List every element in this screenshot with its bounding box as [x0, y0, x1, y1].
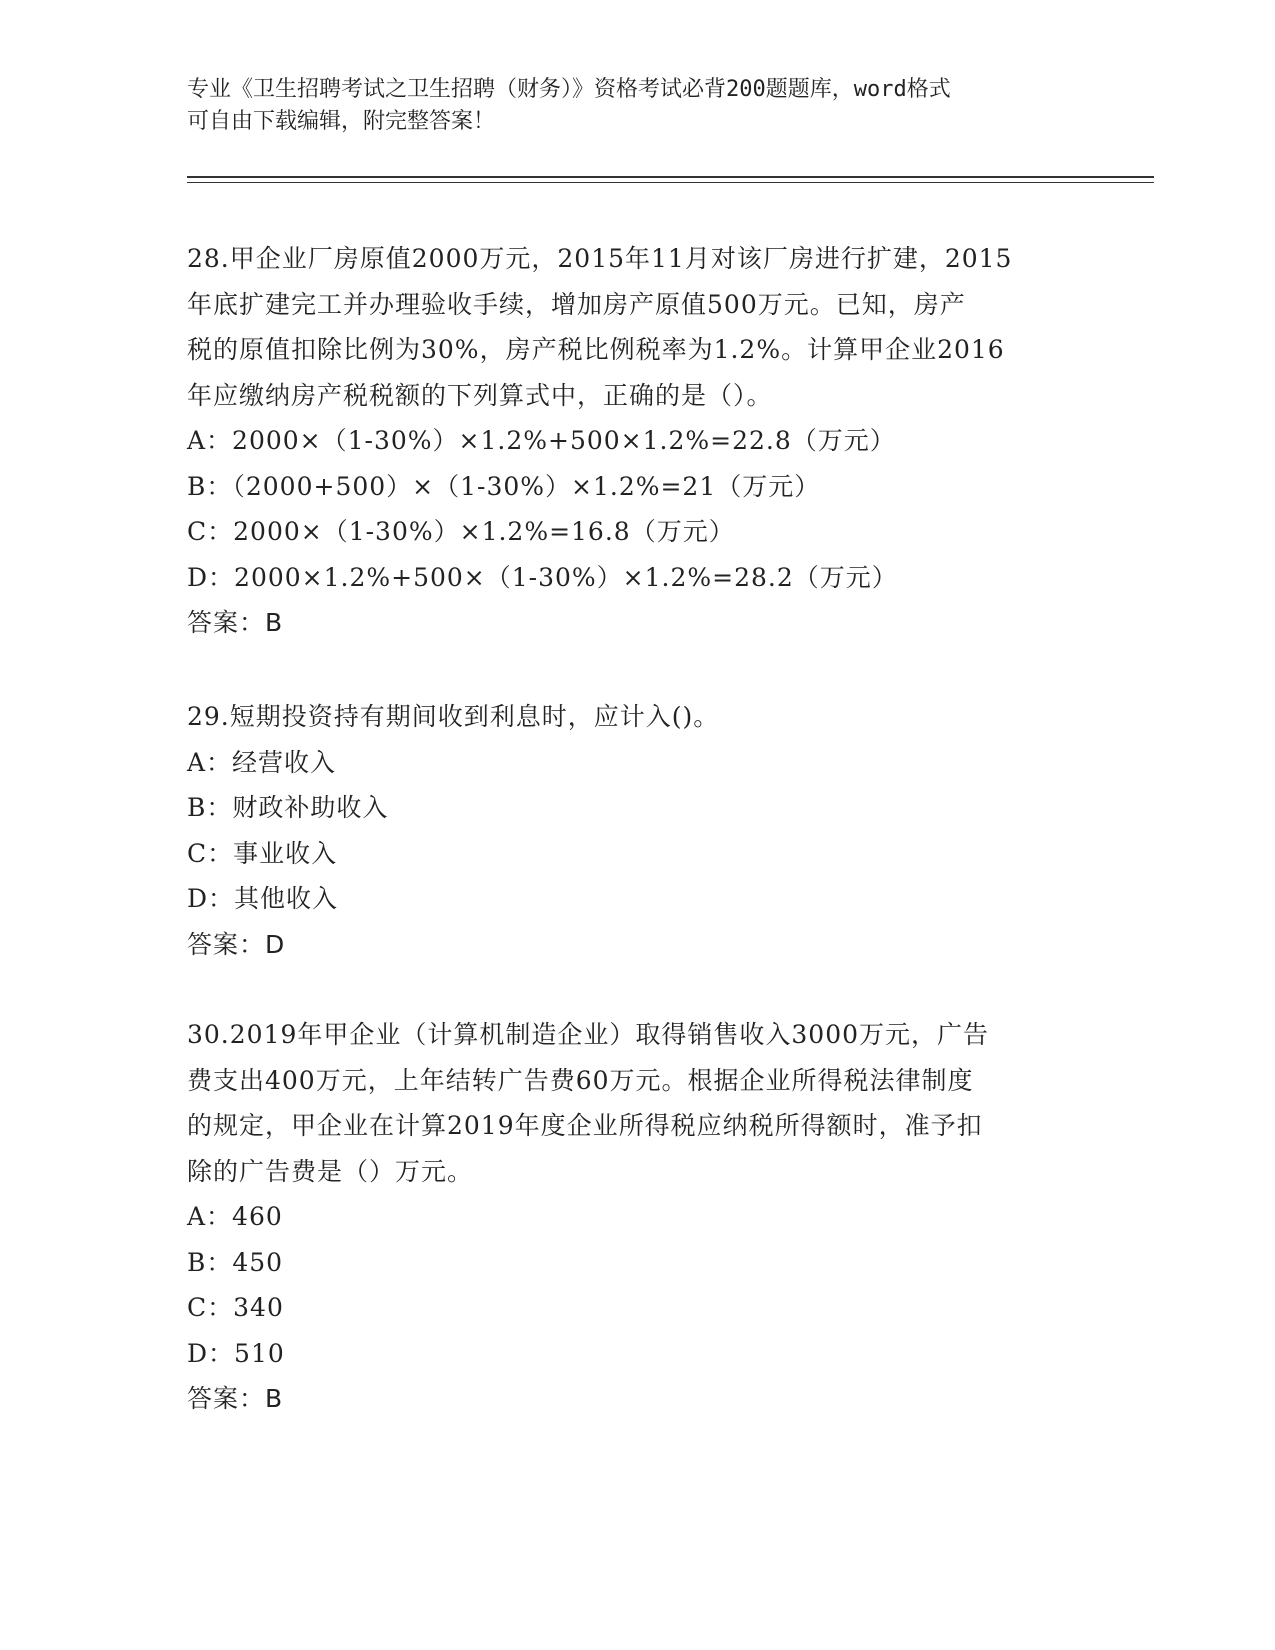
question-text-line: 29.短期投资持有期间收到利息时，应计入()。 — [187, 702, 720, 731]
option-c: C：2000×（1-30%）×1.2%=16.8（万元） — [187, 517, 735, 546]
answer-label: 答案：B — [187, 608, 284, 637]
question-text-line: 年应缴纳房产税税额的下列算式中，正确的是（）。 — [187, 380, 773, 410]
option-b: B：450 — [187, 1247, 284, 1277]
question-text-line: 28.甲企业厂房原值2000万元，2015年11月对该厂房进行扩建，2015 — [187, 244, 1013, 273]
question-text-line: 的规定，甲企业在计算2019年度企业所得税应纳税所得额时，准予扣 — [187, 1111, 983, 1140]
option-a: A：经营收入 — [187, 747, 337, 777]
question-text-line: 除的广告费是（）万元。 — [187, 1156, 474, 1186]
option-d: D：510 — [187, 1338, 285, 1368]
option-a: A：2000×（1-30%）×1.2%+500×1.2%=22.8（万元） — [187, 426, 896, 455]
question-text-line: 税的原值扣除比例为30%，房产税比例税率为1.2%。计算甲企业2016 — [187, 335, 1005, 364]
question-text-line: 30.2019年甲企业（计算机制造企业）取得销售收入3000万元，广告 — [187, 1020, 990, 1049]
question-28 — [187, 236, 1087, 646]
option-c: C：340 — [187, 1293, 284, 1322]
answer-label: 答案：D — [187, 929, 286, 959]
header-line-1: 专业《卫生招聘考试之卫生招聘（财务）》资格考试必背200题题库，word格式 — [187, 77, 951, 102]
option-c: C：事业收入 — [187, 838, 338, 868]
question-text-line: 年底扩建完工并办理验收手续，增加房产原值500万元。已知，房产 — [187, 289, 966, 319]
question-29 — [187, 694, 1087, 967]
option-d: D：其他收入 — [187, 884, 339, 913]
header-rule-thin — [187, 182, 1154, 183]
document-header — [187, 74, 1067, 138]
header-line-2: 可自由下载编辑，附完整答案！ — [187, 109, 496, 134]
question-text-line: 费支出400万元，上年结转广告费60万元。根据企业所得税法律制度 — [187, 1065, 974, 1095]
option-b: B：（2000+500）×（1-30%）×1.2%=21（万元） — [187, 471, 821, 501]
option-b: B：财政补助收入 — [187, 793, 389, 822]
answer-label: 答案：B — [187, 1384, 284, 1413]
question-30 — [187, 1012, 1087, 1422]
option-d: D：2000×1.2%+500×（1-30%）×1.2%=28.2（万元） — [187, 562, 898, 592]
header-rule-thick — [187, 176, 1154, 178]
option-a: A：460 — [187, 1202, 283, 1231]
